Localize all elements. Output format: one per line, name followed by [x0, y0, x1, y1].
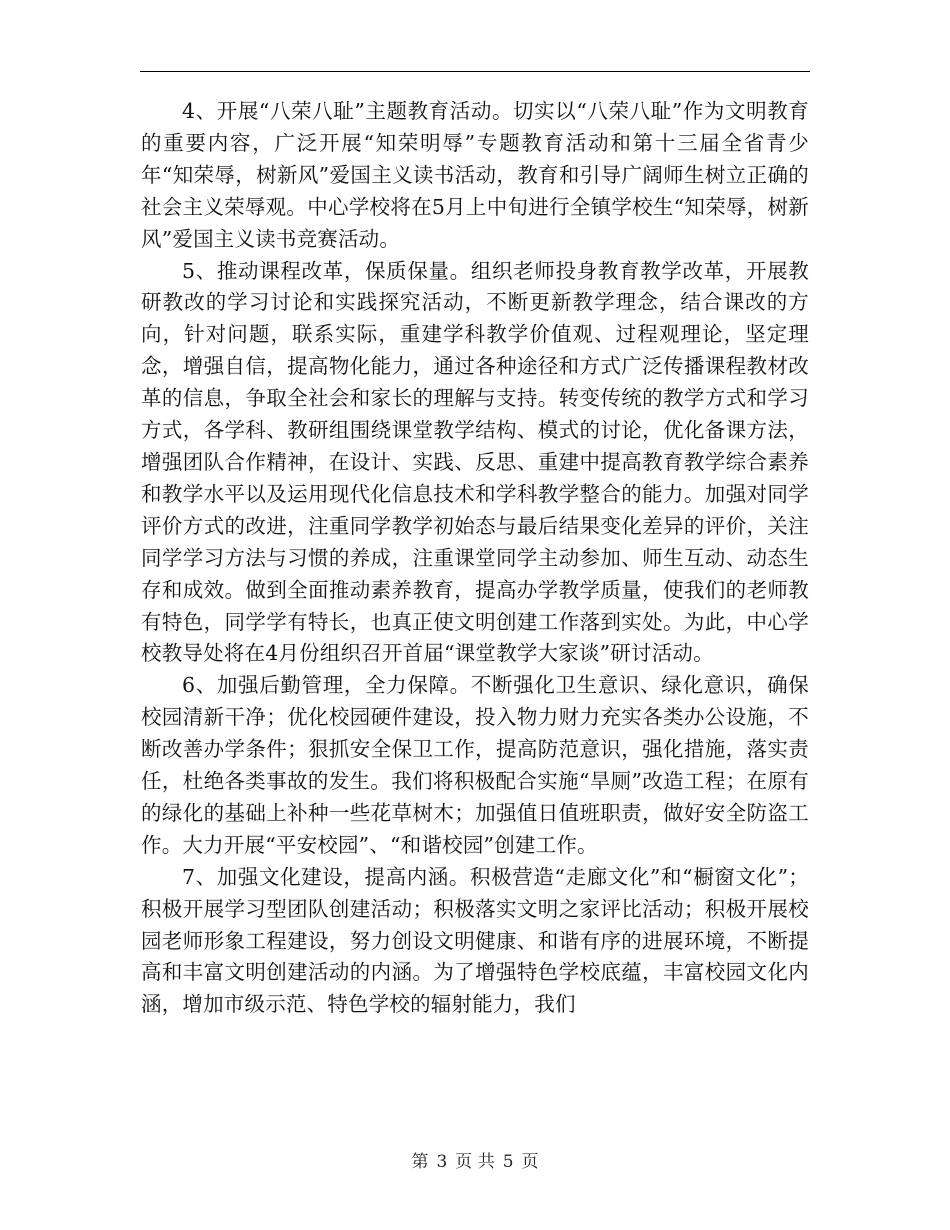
page-footer — [0, 1150, 950, 1174]
document-body — [141, 96, 809, 1021]
page-label-suffix: 页 — [521, 1152, 539, 1172]
paragraph-item-4: 4、开展“八荣八耻”主题教育活动。切实以“八荣八耻”作为文明教育的重要内容，广泛开展“知荣明辱”专题教育活动和第十三届全省青少年“知荣辱，树新风”爱国主义读书活动，教育和引导广阔师生树立正确的社会主义荣辱观。中心学校将在5月上中旬进行全镇学校生“知荣辱，树新风”爱国主义读书竞赛活动。 — [141, 99, 809, 251]
page-label-mid: 页 共 — [455, 1152, 495, 1172]
header-rule — [140, 71, 810, 72]
paragraph-item-5: 5、推动课程改革，保质保量。组织老师投身教育教学改革，开展教研教改的学习讨论和实践探究活动，不断更新教学理念，结合课改的方向，针对问题，联系实际，重建学科教学价值观、过程观理论，坚定理念，增强自信，提高物化能力，通过各种途径和方式广泛传播课程教材改革的信息，争取全社会和家长的理解与支持。转变传统的教学方式和学习方式，各学科、教研组围绕课堂教学结构、模式的讨论，优化备课方法，增强团队合作精神，在设计、实践、反思、重建中提高教育教学综合素养和教学水平以及运用现代化信息技术和学科教学整合的能力。加强对同学评价方式的改进，注重同学教学初始态与最后结果变化差异的评价，关注同学学习方法与习惯的养成，注重课堂同学主动参加、师生互动、动态生存和成效。做到全面推动素养教育，提高办学教学质量，使我们的老师教有特色，同学学有特长，也真正使文明创建工作落到实处。为此，中心学校教导处将在4月份组织召开首届“课堂教学大家谈”研讨活动。 — [141, 258, 809, 666]
paragraph-item-6: 6、加强后勤管理，全力保障。不断强化卫生意识、绿化意识，确保校园清新干净；优化校园硬件建设，投入物力财力充实各类办公设施，不断改善办学条件；狠抓安全保卫工作，提高防范意识，强化措施，落实责任，杜绝各类事故的发生。我们将积极配合实施“旱厕”改造工程；在原有的绿化的基础上补种一些花草树木；加强值日值班职责，做好安全防盗工作。大力开展“平安校园”、“和谐校园”创建工作。 — [141, 673, 809, 857]
total-pages-number: 5 — [502, 1152, 514, 1172]
current-page-number: 3 — [436, 1152, 448, 1172]
page-label-prefix: 第 — [411, 1152, 429, 1172]
paragraph-item-7: 7、加强文化建设，提高内涵。积极营造“走廊文化”和“橱窗文化”；积极开展学习型团队创建活动；积极落实文明之家评比活动；积极开展校园老师形象工程建设，努力创设文明健康、和谐有序的进展环境，不断提高和丰富文明创建活动的内涵。为了增强特色学校底蕴，丰富校园文化内涵，增加市级示范、特色学校的辐射能力，我们 — [141, 864, 809, 1017]
